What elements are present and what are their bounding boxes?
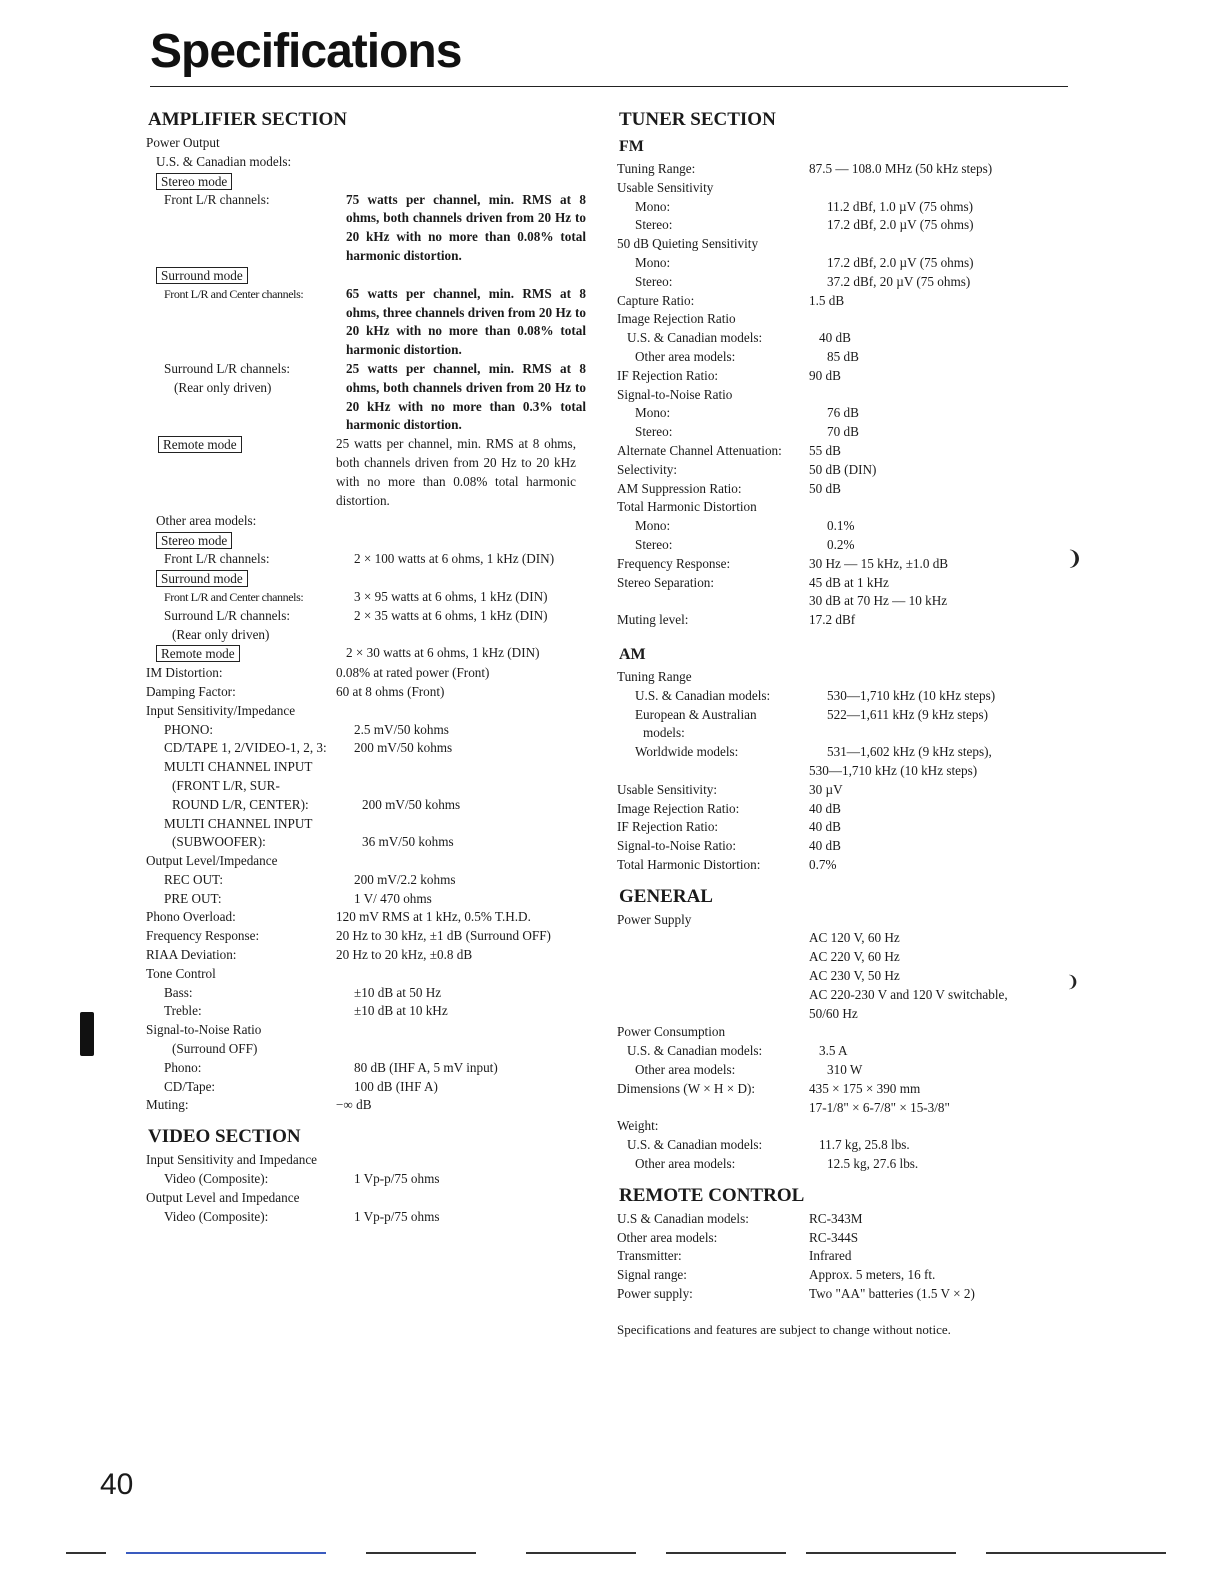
spec-value <box>336 1189 576 1208</box>
spec-label: Muting level: <box>617 612 689 628</box>
spec-label: ROUND L/R, CENTER): <box>172 796 309 812</box>
spec-row <box>146 1021 591 1040</box>
spec-value: 200 mV/50 kohms <box>354 740 453 756</box>
other-remote-mode-box: Remote mode <box>156 645 240 662</box>
spec-label: Other area models: <box>635 1062 736 1078</box>
spec-row <box>617 1285 1077 1304</box>
spec-row <box>617 329 1077 348</box>
spec-label: Weight: <box>617 1118 659 1134</box>
spec-label: IM Distortion: <box>146 665 223 681</box>
spec-row <box>617 687 1077 706</box>
spec-row <box>146 927 591 946</box>
spec-value: 40 dB <box>809 838 841 854</box>
spec-value: 0.7% <box>809 856 837 872</box>
scan-speck: ❩ <box>1066 548 1083 570</box>
spec-value: 50 dB <box>809 480 841 496</box>
spec-value: 0.1% <box>827 518 855 534</box>
spec-value: 200 mV/2.2 kohms <box>354 871 456 887</box>
right-column <box>617 108 1080 1304</box>
spec-row <box>617 179 1077 198</box>
spec-row <box>617 235 1077 254</box>
spec-value: 100 dB (IHF A) <box>354 1078 438 1094</box>
spec-value: 85 dB <box>827 348 859 364</box>
spec-label: European & Australian <box>635 706 757 722</box>
spec-row <box>617 536 1077 555</box>
spec-value: 11.7 kg, 25.8 lbs. <box>819 1137 910 1153</box>
spec-value <box>809 386 1069 405</box>
spec-row <box>146 946 591 965</box>
power-output-label: Power Output <box>146 135 220 150</box>
spec-row <box>617 461 1077 480</box>
spec-row <box>617 706 1077 725</box>
spec-row <box>617 724 1077 743</box>
spec-row <box>617 1099 1077 1118</box>
spec-value: 0.2% <box>827 536 855 552</box>
spec-row <box>617 668 1077 687</box>
spec-value: 40 dB <box>809 819 841 835</box>
spec-row <box>617 292 1077 311</box>
spec-value <box>336 852 576 871</box>
page-title: Specifications <box>150 25 462 78</box>
spec-value <box>362 1040 591 1059</box>
spec-value: 0.08% at rated power (Front) <box>336 665 490 681</box>
spec-row <box>146 739 591 758</box>
spec-value: 11.2 dBf, 1.0 µV (75 ohms) <box>827 198 974 214</box>
spec-label: Stereo: <box>635 217 673 233</box>
spec-label: Power Consumption <box>617 1024 726 1040</box>
spec-value: 80 dB (IHF A, 5 mV input) <box>354 1059 498 1075</box>
spec-label: IF Rejection Ratio: <box>617 819 719 835</box>
spec-label: Usable Sensitivity <box>617 179 714 195</box>
spec-row <box>146 796 591 815</box>
spec-value <box>354 815 591 834</box>
spec-value: 20 Hz to 30 kHz, ±1 dB (Surround OFF) <box>336 928 551 944</box>
spec-row <box>617 574 1077 593</box>
spec-label: MULTI CHANNEL INPUT <box>164 815 313 831</box>
page-number: 40 <box>100 1468 134 1501</box>
us-models-label: U.S. & Canadian models: <box>156 153 292 169</box>
fm-heading: FM <box>619 138 644 155</box>
spec-row <box>617 310 1077 329</box>
spec-value <box>835 724 1077 743</box>
left-column <box>146 108 591 1226</box>
spec-value: 55 dB <box>809 442 841 458</box>
spec-row <box>146 758 591 777</box>
spec-row <box>617 592 1077 611</box>
power-supply-value: 50/60 Hz <box>809 1005 858 1021</box>
spec-label: Signal-to-Noise Ratio <box>146 1022 262 1038</box>
spec-value: 87.5 — 108.0 MHz (50 kHz steps) <box>809 161 993 176</box>
amplifier-heading: AMPLIFIER SECTION <box>148 109 347 130</box>
spec-row <box>146 984 591 1003</box>
other-surround-lr-label: Surround L/R channels: <box>164 607 290 623</box>
spec-row <box>617 367 1077 386</box>
spec-value: 1.5 dB <box>809 292 845 308</box>
spec-label: REC OUT: <box>164 871 224 887</box>
spec-row <box>146 1151 591 1170</box>
spec-label <box>617 1099 809 1118</box>
amplifier-spec-list <box>146 664 591 1115</box>
spec-row <box>617 837 1077 856</box>
power-supply-value: AC 120 V, 60 Hz <box>809 930 900 946</box>
scan-speck: ❩ <box>1066 974 1080 991</box>
spec-row <box>617 498 1077 517</box>
spec-label: Video (Composite): <box>164 1208 269 1224</box>
spec-value: 30 dB at 70 Hz — 10 kHz <box>809 593 948 609</box>
spec-value: 2.5 mV/50 kohms <box>354 721 449 737</box>
spec-label: Other area models: <box>635 348 736 364</box>
other-front-center-label: Front L/R and Center channels: <box>164 589 304 604</box>
spec-label: Signal-to-Noise Ratio <box>617 386 733 402</box>
title-rule <box>150 86 1068 87</box>
spec-value: 30 µV <box>809 781 843 797</box>
power-supply-value: AC 220 V, 60 Hz <box>809 949 900 965</box>
spec-value <box>336 965 576 984</box>
spec-label: Input Sensitivity/Impedance <box>146 702 296 718</box>
spec-value <box>354 758 591 777</box>
spec-row <box>146 852 591 871</box>
spec-label: (FRONT L/R, SUR- <box>172 777 280 793</box>
spec-value: 30 Hz — 15 kHz, ±1.0 dB <box>809 555 949 571</box>
spec-label: RIAA Deviation: <box>146 947 237 963</box>
spec-value: 37.2 dBf, 20 µV (75 ohms) <box>827 273 971 289</box>
spec-row <box>617 480 1077 499</box>
spec-row <box>617 743 1077 762</box>
power-supply-value: AC 230 V, 50 Hz <box>809 968 900 984</box>
spec-label: Frequency Response: <box>146 928 260 944</box>
spec-label <box>617 592 809 611</box>
spec-value: 40 dB <box>809 800 841 816</box>
spec-label: Signal-to-Noise Ratio: <box>617 838 737 854</box>
spec-row <box>617 216 1077 235</box>
spec-row <box>617 423 1077 442</box>
spec-label: U.S. & Canadian models: <box>627 330 763 346</box>
spec-value: ±10 dB at 50 Hz <box>354 984 442 1000</box>
spec-row <box>146 777 591 796</box>
spec-row <box>617 1136 1077 1155</box>
spec-label: CD/Tape: <box>164 1078 216 1094</box>
spec-label: Total Harmonic Distortion <box>617 499 757 515</box>
spec-row <box>617 1042 1077 1061</box>
spec-value: 530—1,710 kHz (10 kHz steps) <box>809 762 978 778</box>
spec-value: 17-1/8" × 6-7/8" × 15-3/8" <box>809 1099 950 1115</box>
spec-row <box>146 908 591 927</box>
spec-label: U.S & Canadian models: <box>617 1210 749 1226</box>
spec-row <box>617 762 1077 781</box>
spec-value: 435 × 175 × 390 mm <box>809 1080 921 1096</box>
bottom-binding-lines <box>66 1552 1186 1562</box>
spec-value: Approx. 5 meters, 16 ft. <box>809 1267 936 1283</box>
tuner-heading: TUNER SECTION <box>619 109 776 130</box>
spec-label: Stereo: <box>635 424 673 440</box>
spec-label: Treble: <box>164 1003 202 1019</box>
video-spec-list <box>146 1151 591 1226</box>
remote-mode-value: 25 watts per channel, min. RMS at 8 ohms, both channels driven from 20 Hz to 20 kHz with no more than 0.08% total harmonic distortion. <box>336 436 576 508</box>
general-heading: GENERAL <box>619 885 713 907</box>
spec-label: Other area models: <box>617 1229 718 1245</box>
spec-label: PRE OUT: <box>164 890 222 906</box>
spec-label: U.S. & Canadian models: <box>627 1137 763 1153</box>
spec-value: 90 dB <box>809 367 841 383</box>
spec-label: CD/TAPE 1, 2/VIDEO-1, 2, 3: <box>164 740 327 756</box>
spec-label: Usable Sensitivity: <box>617 781 718 797</box>
spec-row <box>617 1210 1077 1229</box>
spec-row <box>617 1247 1077 1266</box>
spec-value: 60 at 8 ohms (Front) <box>336 683 445 699</box>
spec-row <box>617 818 1077 837</box>
spec-label: Muting: <box>146 1097 189 1113</box>
front-lr-value: 75 watts per channel, min. RMS at 8 ohms, both channels driven from 20 Hz to 20 kHz with no more than 0.08% total harmonic distortion. <box>346 191 586 263</box>
spec-row <box>617 273 1077 292</box>
spec-value <box>809 179 1069 198</box>
spec-label: Phono Overload: <box>146 909 236 925</box>
spec-value: Infrared <box>809 1248 852 1264</box>
spec-label: Phono: <box>164 1059 202 1075</box>
spec-value: 1 Vp-p/75 ohms <box>354 1208 440 1224</box>
spec-label: Transmitter: <box>617 1248 682 1264</box>
spec-label: Stereo: <box>635 536 673 552</box>
spec-row <box>617 160 1077 179</box>
spec-value: RC-343M <box>809 1210 863 1226</box>
spec-row <box>617 1117 1077 1136</box>
power-supply-label: Power Supply <box>617 911 692 927</box>
spec-value: −∞ dB <box>336 1097 372 1113</box>
spec-label: Worldwide models: <box>635 744 739 760</box>
am-spec-list <box>617 668 1077 875</box>
spec-value: 1 V/ 470 ohms <box>354 890 432 906</box>
spec-label: Stereo: <box>635 273 673 289</box>
spec-label: Mono: <box>635 254 671 270</box>
spec-label: Output Level and Impedance <box>146 1189 300 1205</box>
spec-row <box>617 254 1077 273</box>
video-heading: VIDEO SECTION <box>148 1126 301 1148</box>
spec-label: Alternate Channel Attenuation: <box>617 442 782 458</box>
spec-label: Tuning Range <box>617 668 692 684</box>
spec-row <box>146 1059 591 1078</box>
spec-value <box>336 702 576 721</box>
spec-row <box>146 702 591 721</box>
spec-row <box>146 664 591 683</box>
spec-value: 12.5 kg, 27.6 lbs. <box>827 1156 919 1172</box>
spec-row <box>617 1266 1077 1285</box>
other-models-label: Other area models: <box>156 513 257 529</box>
footnote: Specifications and features are subject to change without notice. <box>617 1322 951 1337</box>
spec-label: Bass: <box>164 984 193 1000</box>
other-surround-mode-box: Surround mode <box>156 570 248 587</box>
spec-label: 50 dB Quieting Sensitivity <box>617 236 759 252</box>
spec-label: Capture Ratio: <box>617 292 695 308</box>
spec-label: PHONO: <box>164 721 214 737</box>
spec-row <box>146 1189 591 1208</box>
spec-label: Frequency Response: <box>617 555 731 571</box>
other-front-center-value: 3 × 95 watts at 6 ohms, 1 kHz (DIN) <box>354 588 548 604</box>
surround-lr-label: Surround L/R channels: (Rear only driven) <box>164 360 290 395</box>
spec-row <box>617 442 1077 461</box>
spec-row <box>617 800 1077 819</box>
spec-row <box>617 386 1077 405</box>
spec-value: ±10 dB at 10 kHz <box>354 1003 448 1019</box>
spec-row <box>617 1229 1077 1248</box>
am-heading: AM <box>619 645 646 663</box>
front-center-value: 65 watts per channel, min. RMS at 8 ohms, three channels driven from 20 Hz to 20 kHz with no more than 0.08% total harmonic distortion. <box>346 285 586 358</box>
spec-row <box>146 1078 591 1097</box>
spec-label: Input Sensitivity and Impedance <box>146 1152 318 1168</box>
spec-label: IF Rejection Ratio: <box>617 367 719 383</box>
spec-row <box>617 198 1077 217</box>
spec-row <box>146 1096 591 1115</box>
stereo-mode-box: Stereo mode <box>156 173 232 190</box>
section-tab-marker <box>80 1012 94 1056</box>
remote-mode-box: Remote mode <box>158 436 242 453</box>
other-surround-lr-value: 2 × 35 watts at 6 ohms, 1 kHz (DIN) <box>354 607 548 623</box>
spec-label: Damping Factor: <box>146 683 236 699</box>
spec-row <box>146 815 591 834</box>
spec-label: Stereo Separation: <box>617 574 715 590</box>
spec-label: U.S. & Canadian models: <box>627 1043 763 1059</box>
spec-value: 531—1,602 kHz (9 kHz steps), <box>827 744 992 760</box>
spec-value: 40 dB <box>819 330 851 346</box>
remote-spec-list <box>617 1210 1077 1304</box>
spec-row <box>146 890 591 909</box>
spec-value: Two "AA" batteries (1.5 V × 2) <box>809 1286 975 1302</box>
spec-row <box>146 833 591 852</box>
spec-row <box>617 348 1077 367</box>
spec-value <box>336 1021 576 1040</box>
spec-value: 530—1,710 kHz (10 kHz steps) <box>827 687 996 703</box>
spec-label: Power supply: <box>617 1286 693 1302</box>
spec-value: 1 Vp-p/75 ohms <box>354 1171 440 1187</box>
spec-label: Signal range: <box>617 1267 687 1283</box>
spec-value <box>362 777 591 796</box>
fm-spec-list <box>617 160 1077 630</box>
spec-row <box>146 721 591 740</box>
spec-label: Tuning Range: <box>617 161 696 176</box>
spec-row <box>146 871 591 890</box>
remote-heading: REMOTE CONTROL <box>619 1184 805 1206</box>
spec-label: (SUBWOOFER): <box>172 834 266 850</box>
spec-value: RC-344S <box>809 1229 859 1245</box>
spec-value: 17.2 dBf, 2.0 µV (75 ohms) <box>827 217 974 233</box>
front-center-label: Front L/R and Center channels: <box>164 286 304 301</box>
spec-row <box>617 1023 1077 1042</box>
spec-row <box>617 856 1077 875</box>
spec-row <box>617 404 1077 423</box>
spec-value <box>809 235 1069 254</box>
spec-value: 45 dB at 1 kHz <box>809 574 889 590</box>
spec-value <box>336 1151 576 1170</box>
spec-label: models: <box>643 725 685 741</box>
spec-label: Mono: <box>635 198 671 214</box>
spec-value: 76 dB <box>827 405 859 421</box>
spec-row <box>146 1170 591 1189</box>
spec-value <box>809 498 1069 517</box>
spec-row <box>146 1002 591 1021</box>
spec-label: Image Rejection Ratio: <box>617 800 740 816</box>
spec-value: 200 mV/50 kohms <box>362 796 461 812</box>
spec-label: Video (Composite): <box>164 1171 269 1187</box>
spec-label: U.S. & Canadian models: <box>635 687 771 703</box>
spec-label <box>617 762 809 781</box>
spec-label: AM Suppression Ratio: <box>617 480 742 496</box>
other-stereo-mode-box: Stereo mode <box>156 532 232 549</box>
spec-label: MULTI CHANNEL INPUT <box>164 759 313 775</box>
spec-row <box>617 1061 1077 1080</box>
surround-lr-value: 25 watts per channel, min. RMS at 8 ohms, both channels driven from 20 Hz to 20 kHz with no more than 0.3% total harmonic distortion. <box>346 360 586 433</box>
spec-value: 20 Hz to 20 kHz, ±0.8 dB <box>336 947 473 963</box>
spec-value: 120 mV RMS at 1 kHz, 0.5% T.H.D. <box>336 909 531 925</box>
spec-label: Other area models: <box>635 1156 736 1172</box>
spec-value <box>809 1117 1069 1136</box>
spec-value: 70 dB <box>827 424 859 440</box>
spec-value: 3.5 A <box>819 1043 848 1059</box>
spec-row <box>617 611 1077 630</box>
spec-label: Mono: <box>635 405 671 421</box>
spec-row <box>617 517 1077 536</box>
spec-value: 522—1,611 kHz (9 kHz steps) <box>827 706 989 722</box>
front-lr-label: Front L/R channels: <box>164 191 270 207</box>
spec-value <box>809 1023 1069 1042</box>
other-rear-only-label: (Rear only driven) <box>172 626 270 642</box>
power-supply-values <box>809 929 1080 1023</box>
other-front-lr-label: Front L/R channels: <box>164 551 270 567</box>
spec-label: Mono: <box>635 518 671 534</box>
power-supply-value: AC 220-230 V and 120 V switchable, <box>809 986 1008 1002</box>
other-front-lr-value: 2 × 100 watts at 6 ohms, 1 kHz (DIN) <box>354 551 555 567</box>
spec-value: 310 W <box>827 1062 863 1078</box>
surround-mode-box: Surround mode <box>156 267 248 284</box>
spec-row <box>146 965 591 984</box>
spec-label: Output Level/Impedance <box>146 853 278 869</box>
spec-row <box>617 555 1077 574</box>
general-spec-list <box>617 1023 1077 1173</box>
spec-value <box>809 310 1069 329</box>
spec-label: (Surround OFF) <box>172 1041 258 1057</box>
spec-value: 36 mV/50 kohms <box>362 834 454 850</box>
spec-row <box>617 1155 1077 1174</box>
spec-label: Selectivity: <box>617 461 678 477</box>
spec-row <box>617 1080 1077 1099</box>
spec-label: Total Harmonic Distortion: <box>617 856 761 872</box>
spec-row <box>146 1208 591 1227</box>
spec-row <box>146 1040 591 1059</box>
spec-label: Tone Control <box>146 965 216 981</box>
spec-row <box>146 683 591 702</box>
spec-value: 50 dB (DIN) <box>809 461 877 477</box>
spec-row <box>617 781 1077 800</box>
spec-label: Dimensions (W × H × D): <box>617 1080 756 1096</box>
spec-value: 17.2 dBf <box>809 612 856 628</box>
spec-value <box>809 668 1069 687</box>
spec-value: 17.2 dBf, 2.0 µV (75 ohms) <box>827 254 974 270</box>
other-remote-value: 2 × 30 watts at 6 ohms, 1 kHz (DIN) <box>346 645 540 661</box>
spec-label: Image Rejection Ratio <box>617 311 736 327</box>
